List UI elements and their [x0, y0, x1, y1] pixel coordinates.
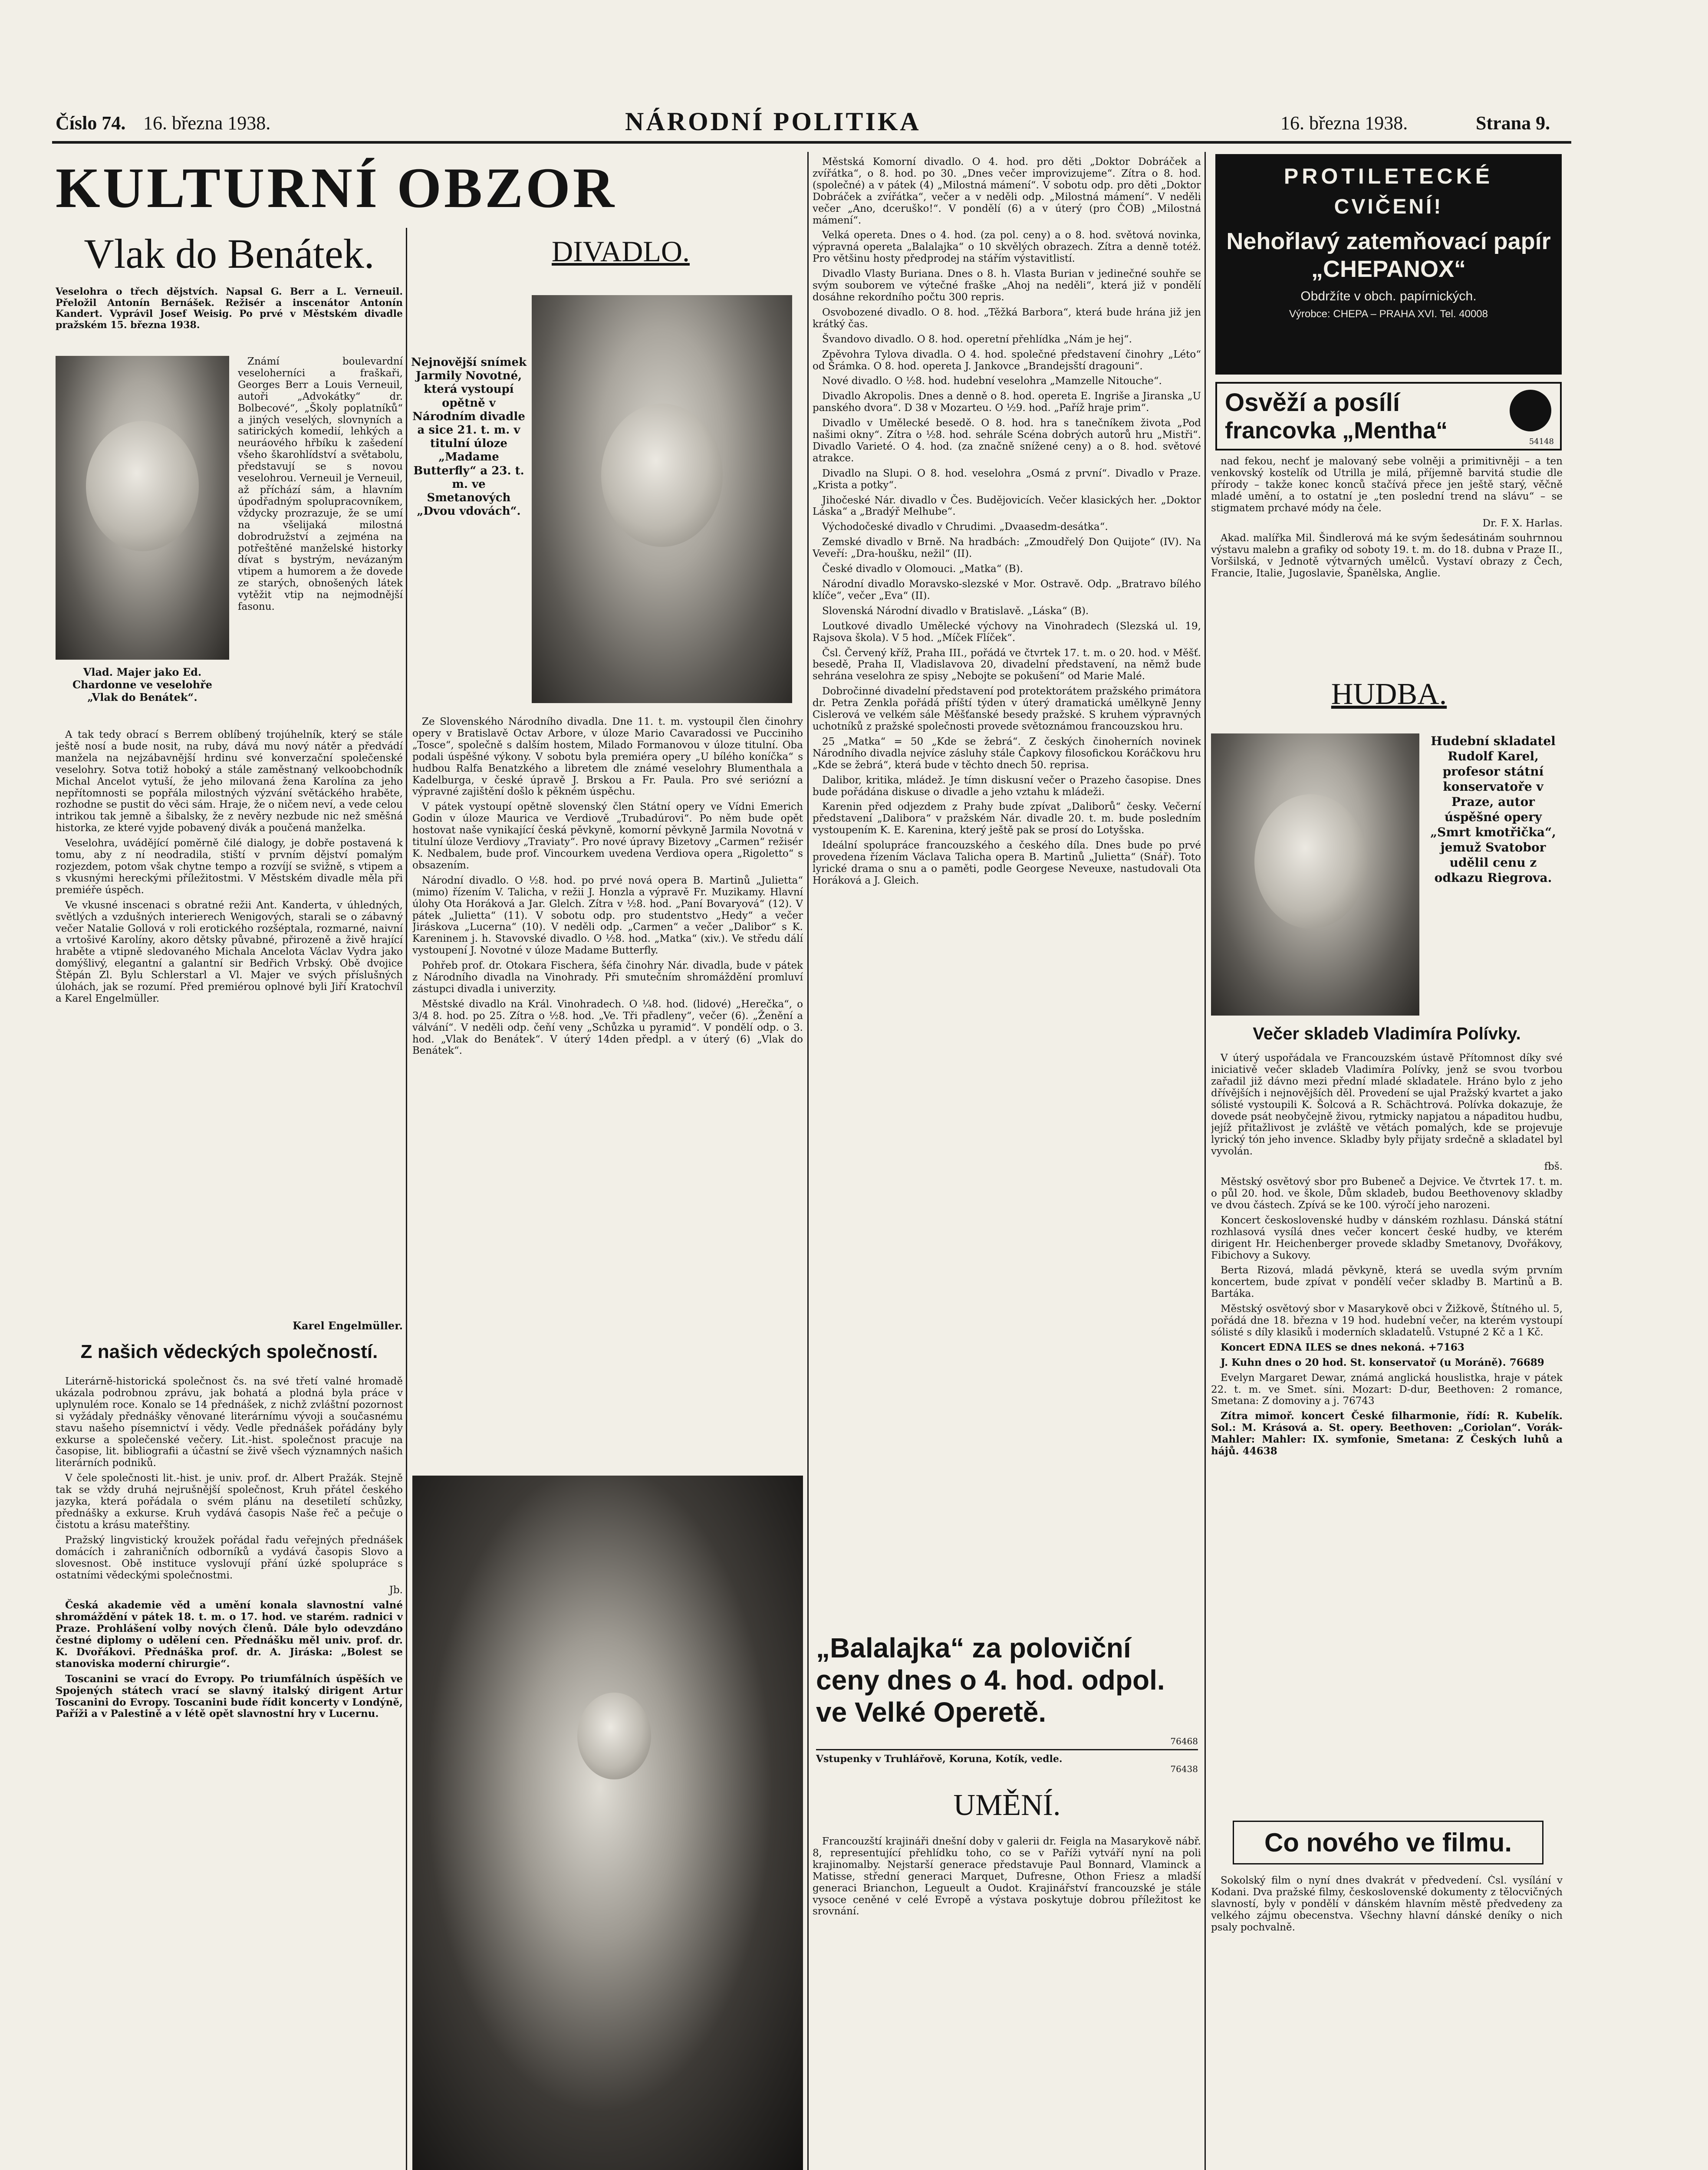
music-note-2: Koncert československé hudby v dánském rozhlasu. Dánská státní rozhlasová vysílá dnes večer koncert české hudby, ve kterém dirigent Hr. Heichenberger provede skladby Smetanovy, Dvořákovy, Fibichovy a Sukovy. — [1211, 1214, 1563, 1261]
listing-16: Slovenská Národní divadlo v Bratislavě. „Láska“ (B). — [822, 605, 1089, 617]
listing-14: České divadlo v Olomouci. „Matka“ (B). — [822, 563, 1023, 575]
music-note-8 — [1211, 1410, 1563, 1457]
balalajka-ad-code: 76468 — [1170, 1736, 1198, 1746]
umeni-column — [813, 1836, 1201, 2170]
science-paragraph-3: Pražský lingvistický kroužek pořádal řadu veřejných přednášek domácích i zahraničních odborníků a vydává časopis Slovo a slovesnost. Obě instituce vyslovují přání úzké spolupráce s ostatními vědeckými společnostmi. — [56, 1534, 403, 1581]
mentha-ad — [1215, 382, 1562, 450]
balalajka-ad: „Balalajka“ za poloviční ceny dnes o 4. hod. odpol. ve Velké Operetě. — [816, 1632, 1165, 1728]
issue-date-right: 16. března 1938. — [1280, 112, 1408, 134]
science-paragraph-4: Česká akademie věd a umění konala slavnostní valné shromáždění v pátek 18. t. m. o 17. hod. ve starém. radnici v Praze. Prohlášení volby nových členů. Dále bylo odevzdáno čestné diplomy o udělení cen. Přednášku měl univ. prof. dr. K. Dvořákovi. Přednáška prof. dr. A. Jiráska: „Bolest se stanoviska moderní chirurgie“. — [56, 1599, 403, 1670]
karel-photo — [1211, 733, 1419, 1016]
lead-credits: Veselohra o třech dějstvích. Napsal G. Berr a L. Verneuil. Přeložil Antonín Bernášek. Režisér a inscenátor Antonín Kandert. Vyprávil Josef Weisig. Po prvé v Městském divadle pražském 15. března 1938. — [56, 286, 403, 331]
lead-signature: Karel Engelmüller. — [293, 1319, 403, 1332]
sindler-paragraph: Akad. malířka Mil. Šindlerová má ke svým šedesátinám souhrnnou výstavu malebn a grafiky od soboty 19. t. m. do 18. dubna v Praze II., Voršilská, v Jednotě výtvarných umělců. Vystaví obrazy z Čech, Francie, Italie, Jugoslavie, Španělska, Anglie. — [1211, 533, 1563, 579]
listing-12: Východočeské divadlo v Chrudimi. „Dvaasedm-desátka“. — [822, 521, 1108, 533]
listing-9: Divadlo v Umělecké besedě. O 8. hod. hra s tanečníkem života „Pod našimi okny“. Zítra o ½8. hod. sehrále Scéna dobrých autorů hru „Mistři“. Divadlo Varieté. O 4. hod. (za značně snížené ceny) a o 8. hod. světové atrakce. — [813, 418, 1201, 464]
lead-photo — [56, 356, 229, 660]
listing-5: Švandovo divadlo. O 8. hod. operetní přehlídka „Nám je hej“. — [822, 333, 1132, 345]
listing-7: Nové divadlo. O ½8. hod. hudební veselohra „Mamzelle Nitouche“. — [822, 375, 1162, 387]
chepanox-line-1: PROTILETECKÉ — [1283, 164, 1494, 188]
music-note-6 — [1211, 1357, 1563, 1369]
film-column — [1211, 1875, 1563, 2170]
divadlo-title: DIVADLO. — [552, 235, 690, 268]
issue-date-left: 16. března 1938. — [143, 112, 271, 134]
divadlo-paragraph-3: Národní divadlo. O ½8. hod. po prvé nová opera B. Martinů „Julietta“ (mimo) řízením V. Talicha, v režii J. Honzla a výpravě Fr. Muzikamy. Hlavní úlohy Ota Horáková a Jar. Glelch. Zítra v ½8. hod. „Paní Bovaryová“ (12). V pátek „Julietta“ (11). V sobotu odp. pro studentstvo „Hedy“ a večer Jiráskova „Lucerna“ (10). V neděli odp. „Carmen“ a večer „Dalibor“ s K. Kareninem j. h. Stavovské divadlo. O ½8. hod. „Matka“ (xiv.). Ve středu dálí vystoupení J. Novotné v úloze Madame Butterfly. — [412, 875, 803, 957]
listing-2: Velká opereta. Dnes o 4. hod. (za pol. ceny) a o 8. hod. světová novinka, výpravná opereta „Balalajka“ o 10 skvělých obrazech. Zítra a denně totéž. Pro většinu hosty předprodej na stářím výstavitlistí. — [813, 230, 1201, 265]
page-number: Strana 9. — [1476, 112, 1550, 134]
masthead-rule — [52, 141, 1571, 144]
right-intro-paragraph: nad fekou, nechť je malovaný sebe volněji a primitivněji – a ten venkovský kostelík od Utrilla je milá, příjemně barvitá studie dle přírody – takže konec konců stačívá přece jen ještě starý, věčně mladé umění, a to ostatní je „ten poslední trend na slávu“ – se stigmatem prchavé módy na čele. — [1211, 456, 1563, 514]
lead-paragraph-3: Veselohra, uvádějící poměrně čilé dialogy, je dobře postavená k tomu, aby z ní neodradila, stiští v prvním dějství pomalým rozjezdem, potom však chytne tempo a rozvíjí se svižně, s vtipem a s vkusnými hereckými příležitostmi. V Městském divadle měla při premiéře úspěch. — [56, 838, 403, 896]
karel-caption: Hudební skladatel Rudolf Karel, profesor státní konservatoře v Praze, autor úspěšné opery „Smrt kmotřička“, jemuž Svatobor udělil cenu z odkazu Riegrova. — [1430, 734, 1556, 885]
issue-number: Číslo 74. — [56, 112, 126, 134]
lead-title: Vlak do Benátek. — [84, 230, 375, 277]
listing-10: Divadlo na Slupi. O 8. hod. veselohra „Osmá z první“. Divadlo v Praze. „Krista a potky“. — [813, 467, 1201, 491]
vstupenky-code: 76438 — [1170, 1764, 1198, 1774]
chepanox-line-4: Obdržíte v obch. papírnických. — [1300, 289, 1477, 303]
listing-13: Zemské divadlo v Brně. Na hradbách: „Zmoudřelý Don Quijote“ (IV). Na Veveří: „Dra-houšku, nežil“ (II). — [813, 536, 1201, 560]
right-intro-signature: Dr. F. X. Harlas. — [1482, 517, 1563, 529]
listing-15: Národní divadlo Moravsko-slezské v Mor. Ostravě. Odp. „Bratravo bílého klíče“, večer „Eva“ (II). — [813, 579, 1201, 602]
divadlo-paragraph-2: V pátek vystoupí opětně slovenský člen Státní opery ve Vídni Emerich Godin v úloze Maurica ve Verdiově „Trubadúrovi“. Po něm bude opět hostovat naše vynikající česká pěvkyně, komorní pěvkyně Jarmila Novotná v titulní úloze Verdiovy „Traviaty“. Pro nové úpravy Bizetovy „Carmen“ režisér K. Nedbalem, bude prof. Vincourkem uvedena Verdiova opera „Rigoletto“ s obsazením. — [412, 801, 803, 871]
listing-11: Jihočeské Nár. divadlo v Čes. Budějovicích. Večer klasických her. „Doktor Láska“ a „Bradýř Melhube“. — [813, 494, 1201, 518]
mentha-line-1: Osvěží a posílí — [1225, 388, 1400, 417]
dewar-notice: Evelyn Margaret Dewar, známá anglická houslistka, hraje v pátek 22. t. m. ve Smet. síni. Mozart: D-dur, Beethoven: 2 romance, Smetana: Z domoviny a j. — [1211, 1372, 1563, 1407]
film-title-box — [1233, 1821, 1543, 1864]
divadlo-paragraph-4: Pohřeb prof. dr. Otokara Fischera, šéfa činohry Nár. divadla, bude v pátek z Národního divadla na Vinohrady. Při smutečním shromáždění promluví zástupci divadla i univerzity. — [412, 960, 803, 995]
mentha-code: 54148 — [1529, 437, 1554, 446]
science-paragraph-5: Toscanini se vrací do Evropy. Po triumfálních úspěších ve Spojených státech vrací se slavný italský dirigent Artur Toscanini do Evropy. Toscanini bude řídit koncerty v Londýně, Paříži a v Palestině a v létě opět slavnostní hry v Lucernu. — [56, 1673, 403, 1720]
listing-23: Ideální spolupráce francouzského a českého díla. Dnes bude po prvé provedena řízením Václava Talicha opera B. Martinů „Julietta“ (Snář). Toto lyrické drama o snu a o paměti, podle Georgese Neveuxe, nastudovali Ota Horáková a J. Gleich. — [813, 840, 1201, 886]
chepanox-ad — [1215, 154, 1562, 375]
chepanox-line-3: Nehořlavý zatemňovací papír „CHEPANOX“ — [1226, 228, 1551, 282]
film-title: Co nového ve filmu. — [1264, 1828, 1512, 1857]
listing-18: Čsl. Červený kříž, Praha III., pořádá ve čtvrtek 17. t. m. o 20. hod. v Měšť. besedě, Praha II, Vladislavova 20, divadelní představení, na němž bude sehrána veselohra ze spisy „Nebojte se pokušení“ od Marie Malé. — [813, 647, 1201, 682]
column-rule-1 — [406, 228, 407, 2170]
polivka-paragraph: V úterý uspořádala ve Francouzském ústavě Přítomnost díky své iniciativě večer skladeb Vladimíra Polívky, jenž se svou tvorbou zařadil již dávno mezi přední mladé skladatele. Hráno bylo z jeho dřívějších i nejnovějších děl. Provedení se ujal Pražský kvartet a jako sólisté vystoupili K. Šolcová a R. Schächtrová. Polívka dokazuje, že dovede psát neobyčejně živou, rytmicky napjatou a nápaditou hudbu, jejíž přitažlivost je zvláště ve větách pomalých, kde se projevuje lyrický tón jeho invence. Skladby byly přijaty srdečně a skladatel byl vyvolán. — [1211, 1052, 1563, 1157]
julietta-photo — [412, 1476, 803, 2170]
chepanox-line-2: CVIČENÍ! — [1334, 195, 1443, 218]
listing-8: Divadlo Akropolis. Dnes a denně o 8. hod. opereta E. Ingriše a Jiranska „U panského dvora“. D 38 v Mozarteu. O ½9. hod. „Paříž hraje prim“. — [813, 391, 1201, 414]
edna-iles-code: +7163 — [1428, 1341, 1464, 1353]
music-note-5 — [1211, 1342, 1563, 1354]
polivka-title: Večer skladeb Vladimíra Polívky. — [1253, 1024, 1521, 1043]
music-note-1: Městský osvětový sbor pro Bubeneč a Dejvice. Ve čtvrtek 17. t. m. o půl 20. hod. ve škole, Dům skladeb, budou Beethovenovy skladby ve dvou částech. Zpívá se ke 100. výročí jeho narozeni. — [1211, 1176, 1563, 1211]
filharmonie-code: 44638 — [1242, 1445, 1277, 1457]
science-signature: Jb. — [389, 1585, 403, 1596]
listing-20: 25 „Matka“ = 50 „Kde se žebrá“. Z českých činoherních novinek Národního divadla nejvíce zásluhy stále Čapkovy filosofickou Koráčkovu hru „Kde se žebrá“, která bude v těchto dnech 50. reprisa. — [813, 736, 1201, 771]
vstupenky-strip: Vstupenky v Truhlářově, Koruna, Kotík, vedle. — [816, 1753, 1063, 1765]
dewar-code: 76743 — [1343, 1395, 1375, 1407]
divadlo-column — [412, 716, 803, 1467]
ad-rule — [816, 1749, 1198, 1750]
science-paragraph-1: Literárně-historická společnost čs. na své třetí valné hromadě ukázala podrobnou zprávu, jak bohatá a plodná byla práce v uplynulém roce. Konalo se 14 přednášek, z nichž zvláštní pozornost si vyžádaly přednášky věnované literárnímu vývoji a současnému stavu našeho písemnictví i vědy. Vedle přednášek pořádány byly exkurse a společenské večery. Lit.-hist. společnost pracuje na časopise, lit. bibliografii a účastní se živě všech významných našich literárních podniků. — [56, 1376, 403, 1469]
umeni-paragraph: Francouzští krajináři dnešní doby v galerii dr. Feigla na Masarykově nábř. 8, representující přehlídku toho, co se v Paříži vytváří nyní na poli krajinomalby. Nejstarší generace představuje Paul Bonnard, Vlaminck a Matisse, střední generaci Marquet, Dufresne, Othon Friesz a mladší generaci Brianchon, Legueult a Oudot. Krajinářství francouzské je stále vysoce ceněné v celé Evropě a výstava poskytuje dobrou příležitost ke srovnání. — [813, 1836, 1201, 1917]
lead-body-column — [56, 729, 403, 1319]
listing-6: Zpěvohra Tylova divadla. O 4. hod. společné představení činohry „Léto“ od Šrámka. O 8. hod. opereta J. Jankovce „Brandejsští dragouni“. — [813, 349, 1201, 372]
lead-paragraph-4: Ve vkusné inscenaci s obratné režii Ant. Kanderta, v úhledných, světlých a vzdušných interierech Wenigových, starali se o zábavný večer Natalie Gollová v roli erotického rozšéptala, rozmarné, naivní a vrtošivé Karolíny, akoro dětsky půvabné, přirozeně a živě hrající hraběte a vtipně sledovaného Michala Ancelota Václav Vydra jako domýšlivý, elegantní a galantní sir Bedřich Vrbský. Obě dvojice Štěpán Zl. Bylu Schlerstarl a Vl. Majer ve svých příslušných úlohách, jak se rozumí. Před premiérou oplnové byli Jiří Kratochvíl a Karel Engelmüller. — [56, 899, 403, 1004]
listings-column — [813, 156, 1201, 1623]
listing-1: Městská Komorní divadlo. O 4. hod. pro děti „Doktor Dobráček a zvířátka“, o 8. hod. po 30. „Dnes večer improvizujeme“. Zítra o 8. hod. (společné) a v pátek (4) „Milostná mámení“. V sobotu odp. pro děti „Doktor Dobráček a zvířátka“, večer a v neděli odp. „Milostná mámení“. V neděli večer „Ano, dceruško!“. V pondělí (6) a v úterý (pro ČOB) „Milostná mámení“. — [813, 156, 1201, 226]
kuhn-notice: J. Kuhn dnes o 20 hod. St. konservatoř (u Moráně). — [1221, 1356, 1506, 1368]
section-title: KULTURNÍ OBZOR — [56, 156, 617, 220]
lead-paragraph-1: Známí boulevardní veseloherníci a fraškaři, Georges Berr a Louis Verneuil, autoři „Advokátky“ dr. Bolbecové“, „Školy poplatníků“ a jiných veselých, slovnyních a satirických komedií, lehkých a neuráového hřbíku k zašedení všeho škarohlídství a světabolu, představují se s novou veselohrou. Verneuil je Verneuil, až příchází sám, a hlavním úpodřadným spolupracovníkem, vždycky prozrazuje, že se umí na všelijaká milostná dobrodružství a zejména na potřeštěné manželské historky dívat s bystrým, nevázaným vtipem a humorem a že dovede ze starých, obnošených látek vytěžit vtip na nejmodnější fasonu. — [238, 356, 403, 613]
novotna-photo — [532, 295, 792, 703]
novotna-caption: Nejnovější snímek Jarmily Novotné, která vystoupí opětně v Národním divadle a sice 21. t. m. v titulní úloze „Madame Butterfly“ a 23. t. m. ve Smetanových „Dvou vdovách“. — [411, 356, 527, 518]
listing-17: Loutkové divadlo Umělecké výchovy na Vinohradech (Slezská ul. 19, Rajsova škola). V 5 hod. „Míček Flíček“. — [813, 620, 1201, 644]
music-note-7 — [1211, 1372, 1563, 1407]
mentha-logo-icon — [1510, 390, 1551, 431]
music-column — [1211, 1052, 1563, 1812]
music-note-3: Berta Rizová, mladá pěvkyně, která se uvedla svým prvním koncertem, bude zpívat v pondělí večer skladby B. Martinů a B. Bartáka. — [1211, 1265, 1563, 1300]
chepanox-line-5: Výrobce: CHEPA – PRAHA XVI. Tel. 40008 — [1289, 308, 1488, 320]
listing-22: Karenin před odjezdem z Prahy bude zpívat „Daliborů“ česky. Večerní představení „Dalibora“ v pražském Nár. divadle 20. t. m. bude posledním vystoupením K. E. Karenina, který ještě pak se prosí do Lotyšska. — [813, 801, 1201, 836]
umeni-title: UMĚNÍ. — [953, 1789, 1061, 1822]
listing-19: Dobročinné divadelní představení pod protektorátem pražského primátora dr. Petra Zenkla pořádá příští týden v úterý dramatická umělkyně Jenny Cislerová ve velkém sále Měšťanské besedy pražské. S kruhem výpravných uchotníků z pražské společnosti provede světoznámou francouzskou hru. — [813, 686, 1201, 732]
science-column — [56, 1376, 403, 2170]
listing-3: Divadlo Vlasty Buriana. Dnes o 8. h. Vlasta Burian v jedinečné souhře se svým souborem ve výtečné fraške „Ahoj na neděli“, která již v pondělí dosáhne rekordního počtu 300 repris. — [813, 268, 1201, 303]
science-title: Z našich vědeckých společností. — [80, 1341, 378, 1362]
listing-4: Osvobozené divadlo. O 8. hod. „Těžká Barbora“, která bude hrána již jen krátký čas. — [813, 306, 1201, 330]
hudba-title: HUDBA. — [1331, 677, 1447, 711]
lead-paragraph-2: A tak tedy obrací s Berrem oblíbený trojúhelník, který se stále ještě nosí a bude nosit, na ruby, dává mu nový nátěr a předvádí manžela na nejzábavnější hrdinu své konverzační společenské veselohry. Sotva totiž hoboký a stále zaměstnaný velkoobchodník Michal Ancelot vytuší, že jeho milovaná žena Karolína za jeho nepřítomnosti se popřála milostných výzvání světáckého hraběte, rozhodne se pustit do věci sám. Hraje, že o ničem neví, a vede celou intrikou tak jemně a šibalsky, že z nevěry nezbude nic než směšná historka, ze které vyjde pobavený divák a poučená manželka. — [56, 729, 403, 834]
film-paragraph: Sokolský film o nyní dnes dvakrát v předvedení. Čsl. vysílání v Kodani. Dva pražské filmy, československé dokumenty z tělocvičných slavností, byly v pondělí v dánském hlavním městě předvedeny za velkého zájmu obecenstva. Všechny hlavní dánské deníky o nich psaly pochvalně. — [1211, 1875, 1563, 1933]
paper-title: NÁRODNÍ POLITIKA — [625, 107, 921, 136]
divadlo-paragraph-1: Ze Slovenského Národního divadla. Dne 11. t. m. vystoupil člen činohry opery v Bratislavě Octav Arbore, v úloze Mario Cavaradossi ve Pucciniho „Tosce“, společně s dalším hostem, Milado Formanovou v úloze titulní. Oba podali úspěšné výkony. V sobotu byla premiéra opery „U bílého koníčka“ s hudbou Ralfa Benatzkého a libretem dle známé veselohry Blumenthala a Kadelburga, v české úpravě J. Brskou a Fr. Paula. Pro své seriózní a výpravné zajištění došlo k pěkném úspěchu. — [412, 716, 803, 798]
music-note-4: Městský osvětový sbor v Masarykově obci v Žižkově, Štítného ul. 5, pořádá dne 18. března v 19 hod. hudební večer, na kterém vystoupí sólisté s díly klasiků i moderních skladatelů. Vstupné 2 Kč a 1 Kč. — [1211, 1303, 1563, 1338]
filharmonie-notice: Zítra mimoř. koncert České filharmonie, řídí: R. Kubelík. Sol.: M. Krásová a. St. opery. Beethoven: „Coriolan“. Vorák-Mahler: Mahler: IX. symfonie, Smetana: Z Českých luhů a hájů. — [1211, 1410, 1563, 1457]
science-paragraph-2: V čele společnosti lit.-hist. je univ. prof. dr. Albert Pražák. Stejně tak se vždy druhá nejrušnější společnost, Kruh přátel českého jazyka, která pořádala o svém plánu na desetiletí schůzky, přednášky a exkurse. Kruh vydává časopis Naše řeč a pečuje o čistotu a krásu mateřštiny. — [56, 1473, 403, 1531]
polivka-signature: fbš. — [1544, 1161, 1563, 1173]
divadlo-paragraph-5: Městské divadlo na Král. Vinohradech. O ¼8. hod. (lidové) „Herečka“, o 3/4 8. hod. po 25. Zítra o ½8. hod. „Ve. Tři přadleny“, večer (6). „Ženění a válvání“. V neděli odp. čeňí veny „Schůzka u pyramid“. V pondělí odp. o 3. hod. „Vlak do Benátek“. V úterý 14den předpl. a v úterý (6) „Vlak do Benátek“. — [412, 998, 803, 1057]
column-rule-3 — [1204, 152, 1206, 2170]
mentha-line-2: francovka „Mentha“ — [1225, 418, 1448, 444]
edna-iles-notice: Koncert EDNA ILES se dnes nekoná. — [1221, 1341, 1425, 1353]
lead-intro-column — [238, 356, 403, 720]
lead-photo-caption: Vlad. Majer jako Ed. Chardonne ve veselohře „Vlak do Benátek“. — [72, 666, 213, 704]
kuhn-code: 76689 — [1509, 1356, 1544, 1368]
right-intro-column — [1211, 456, 1563, 681]
column-rule-2 — [807, 152, 809, 2170]
listing-21: Dalibor, kritika, mládež. Je tímn diskusní večer o Prazeho časopise. Dnes bude pořádána diskuse o divadle a jeho vztahu k mládeži. — [813, 774, 1201, 798]
